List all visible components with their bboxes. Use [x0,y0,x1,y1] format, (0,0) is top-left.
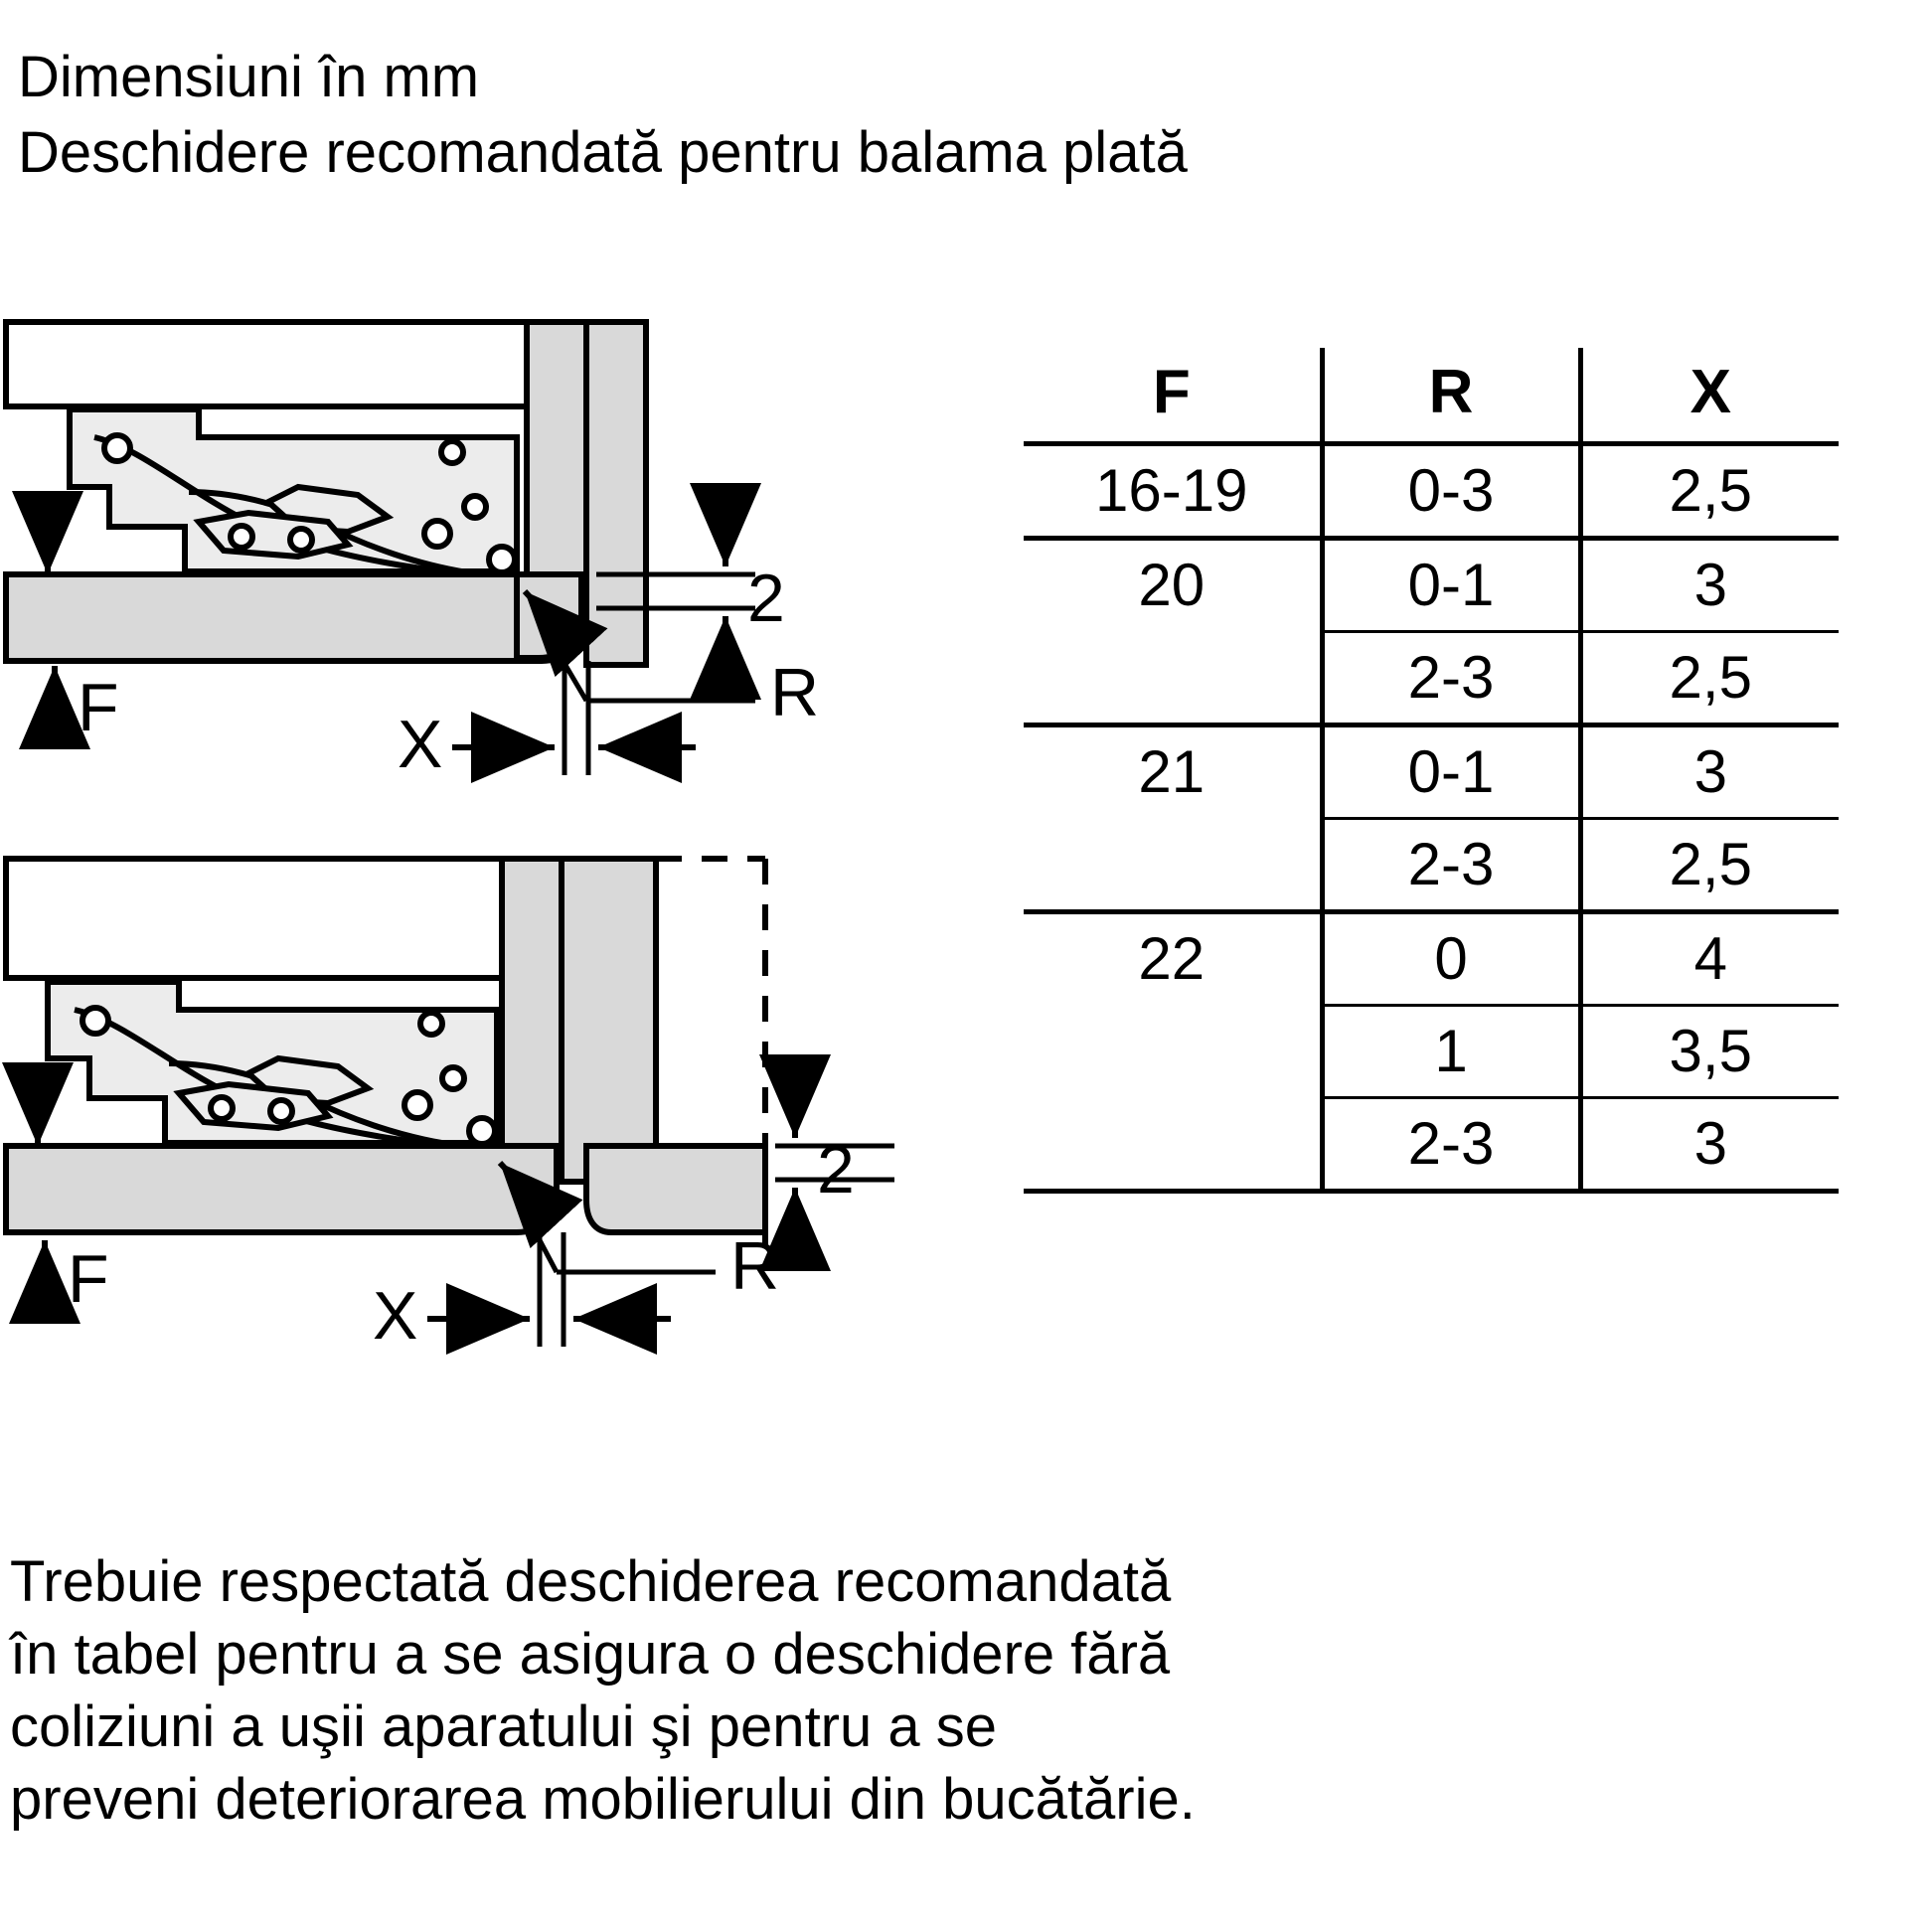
top-x-label: X [398,707,443,782]
cell-f [1024,1098,1322,1192]
cell-f [1024,1006,1322,1098]
cell-x: 2,5 [1580,444,1839,539]
footer-note [10,1545,1922,1836]
cell-x: 2,5 [1580,819,1839,912]
bottom-gap-label: 2 [817,1132,855,1208]
cell-f [1024,819,1322,912]
cell-r: 0-1 [1322,539,1580,632]
table-header-x: X [1580,348,1839,444]
cell-r: 0-3 [1322,444,1580,539]
cell-x: 4 [1580,912,1839,1006]
bottom-f-label: F [68,1241,109,1317]
cell-f: 22 [1024,912,1322,1006]
footer-line-3: coliziuni a uşii aparatului şi pentru a se [10,1694,997,1759]
hinge-diagram-svg [0,318,994,1451]
cell-r: 0-1 [1322,725,1580,819]
table-header-f: F [1024,348,1322,444]
top-gap-label: 2 [747,561,785,636]
dimension-table-wrapper [1024,348,1858,1194]
cell-r: 2-3 [1322,632,1580,725]
footer-line-2: în tabel pentru a se asigura o deschidere fără [10,1622,1171,1687]
dimension-table [1024,348,1839,1194]
table-header-r: R [1322,348,1580,444]
table-row [1024,539,1839,632]
title-line-1: Dimensiuni în mm [18,45,480,109]
bottom-r-label: R [730,1228,780,1304]
table-row [1024,632,1839,725]
title-line-2: Deschidere recomandată pentru balama plată [18,120,1188,185]
cell-r: 2-3 [1322,1098,1580,1192]
cell-x: 3,5 [1580,1006,1839,1098]
table-row [1024,912,1839,1006]
cell-x: 2,5 [1580,632,1839,725]
top-r-label: R [770,655,820,730]
cell-f: 20 [1024,539,1322,632]
cell-f: 21 [1024,725,1322,819]
table-row [1024,819,1839,912]
cell-x: 3 [1580,725,1839,819]
cell-f [1024,632,1322,725]
table-row [1024,1098,1839,1192]
cell-f: 16-19 [1095,456,1248,524]
hinge-diagrams [0,318,994,1451]
bottom-x-label: X [373,1278,418,1354]
cell-x: 3 [1580,1098,1839,1192]
footer-line-4: preveni deteriorarea mobilierului din bucătărie. [10,1767,1196,1832]
top-f-label: F [78,670,119,745]
cell-r: 2-3 [1322,819,1580,912]
diagram-bottom [6,859,894,1354]
table-row [1024,725,1839,819]
cell-r: 1 [1322,1006,1580,1098]
table-row [1024,1006,1839,1098]
diagram-top [6,322,819,782]
table-row [1024,444,1839,539]
footer-line-1: Trebuie respectată deschiderea recomandată [10,1549,1172,1614]
cell-x: 3 [1580,539,1839,632]
page-title [18,40,1906,191]
cell-r: 0 [1322,912,1580,1006]
table-header-row [1024,348,1839,444]
